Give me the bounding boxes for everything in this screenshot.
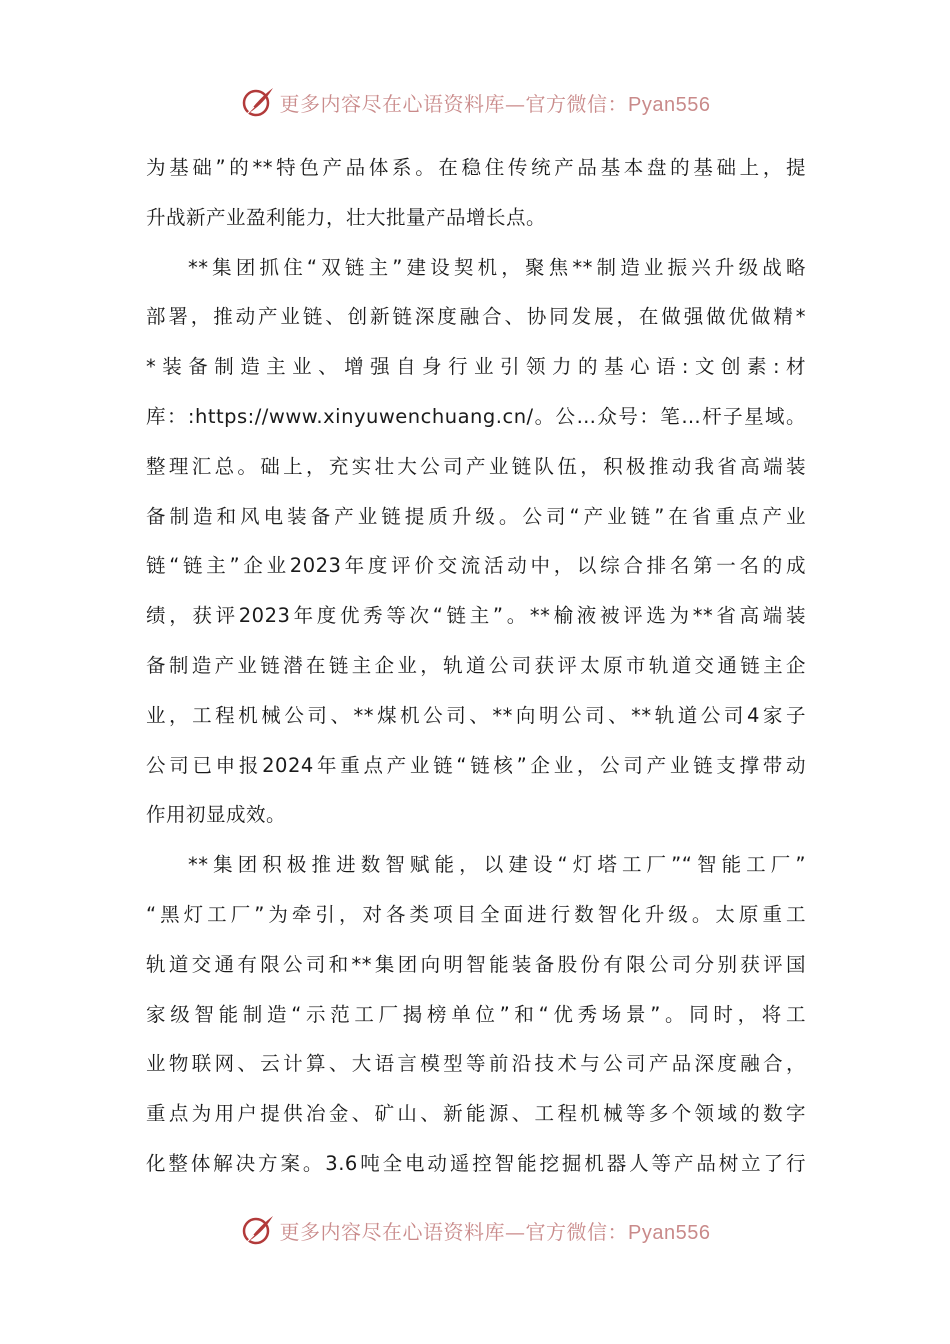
- body-line: 业物联网、云计算、大语言模型等前沿技术与公司产品深度融合，: [146, 1052, 806, 1076]
- body-line: 公司已申报2024年重点产业链“链核”企业，公司产业链支撑带动: [146, 753, 806, 777]
- body-line: 重点为用户提供冶金、矿山、新能源、工程机械等多个领域的数字: [146, 1102, 806, 1126]
- quill-pen-logo-icon: [240, 84, 276, 120]
- document-body: [146, 143, 806, 1189]
- body-line: 整理汇总。础上，充实壮大公司产业链队伍，积极推动我省高端装: [146, 454, 806, 478]
- header-banner-text: 更多内容尽在心语资料库—官方微信：Pyan556: [279, 91, 711, 116]
- body-line: 化整体解决方案。3.6吨全电动遥控智能挖掘机器人等产品树立了行: [146, 1151, 806, 1175]
- body-line: 轨道交通有限公司和**集团向明智能装备股份有限公司分别获评国: [146, 952, 806, 976]
- body-line: 链“链主”企业2023年度评价交流活动中，以综合排名第一名的成: [146, 554, 806, 578]
- body-line: 业，工程机械公司、**煤机公司、**向明公司、**轨道公司4家子: [146, 703, 806, 727]
- body-line: 作用初显成效。: [146, 803, 287, 827]
- body-line: 部署，推动产业链、创新链深度融合、协同发展，在做强做优做精*: [146, 305, 806, 329]
- body-line: **集团积极推进数智赋能，以建设“灯塔工厂”“智能工厂”: [188, 853, 806, 877]
- footer-banner-handle: Pyan556: [628, 1221, 711, 1244]
- body-line: 为基础”的**特色产品体系。在稳住传统产品基本盘的基础上，提: [146, 156, 806, 179]
- body-line: 绩，获评2023年度优秀等次“链主”。**榆液被评选为**省高端装: [146, 604, 806, 628]
- header-banner: [0, 82, 950, 122]
- body-line: 升战新产业盈利能力，壮大批量产品增长点。: [146, 205, 547, 229]
- body-line: 家级智能制造“示范工厂揭榜单位”和“优秀场景”。同时，将工: [146, 1002, 806, 1026]
- header-banner-handle: Pyan556: [628, 93, 711, 116]
- footer-banner: [0, 1210, 950, 1250]
- body-line: *装备制造主业、增强自身行业引领力的基心语:文创素:材: [146, 355, 806, 379]
- body-line: “黑灯工厂”为牵引，对各类项目全面进行数智化升级。太原重工: [146, 902, 806, 926]
- body-line: 备制造和风电装备产业链提质升级。公司“产业链”在省重点产业: [146, 504, 806, 528]
- body-line: **集团抓住“双链主”建设契机，聚焦**制造业振兴升级战略: [188, 255, 806, 279]
- quill-pen-logo-icon: [240, 1212, 276, 1248]
- body-line: 备制造产业链潜在链主企业，轨道公司获评太原市轨道交通链主企: [146, 653, 806, 677]
- body-line: 库：:https://www.xinyuwenchuang.cn/。公…众号：笔…杆子星域。: [146, 404, 806, 428]
- footer-banner-text: 更多内容尽在心语资料库—官方微信：Pyan556: [279, 1219, 711, 1244]
